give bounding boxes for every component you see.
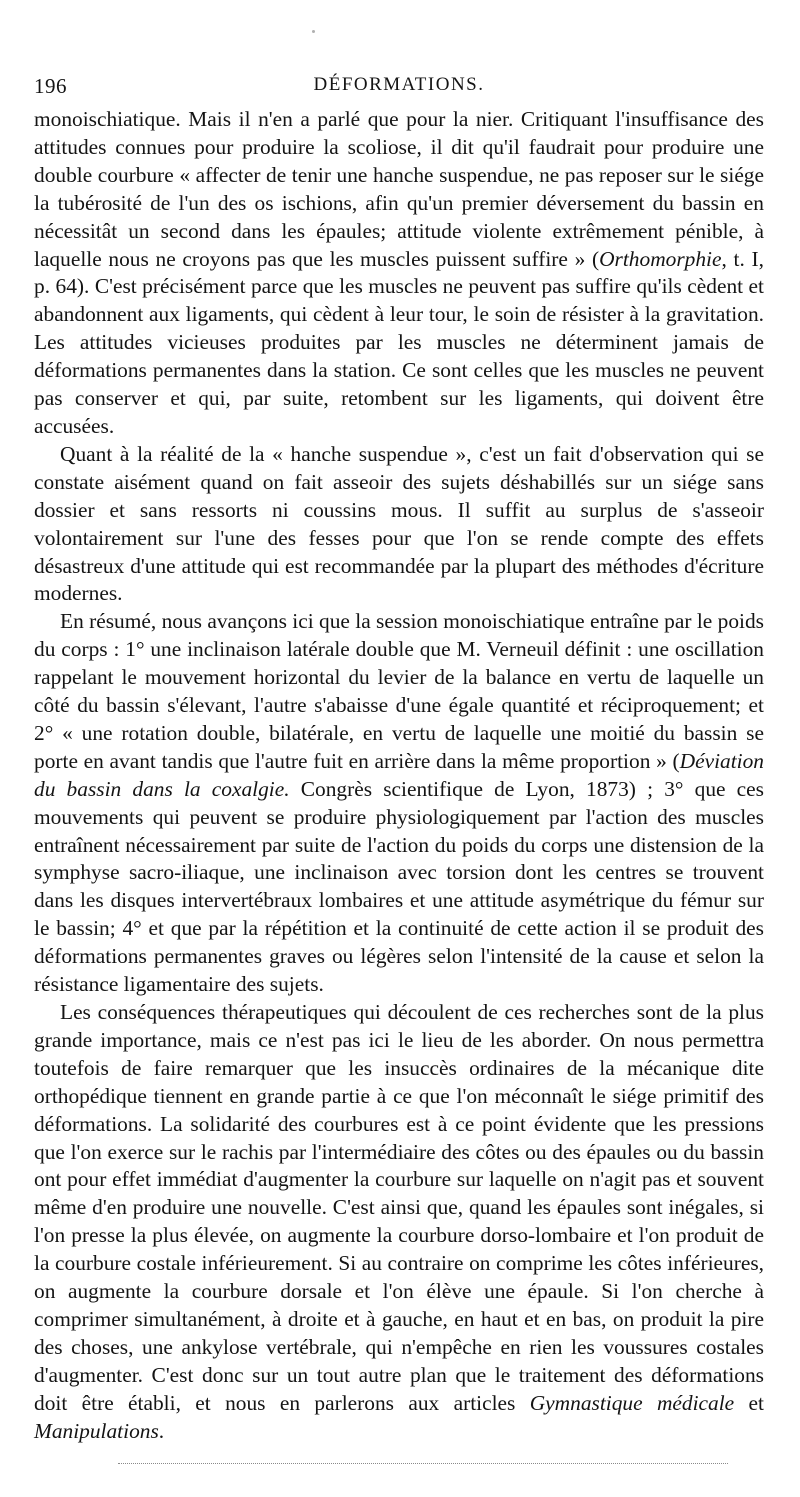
text-segment: Quant à la réalité de la « hanche suspendue », c'est un fait d'observation qui se constate aisément quand on fait asseoir des sujets déshabillés sur un siége sans dossier et sans ressorts ni coussins mous. Il suffit au surplus de s'asseoir volontairement sur l'une des fesses pour que l'on se rende compte des effets désastreux d'une attitude qui est recommandée par la plupart des méthodes d'écriture modernes. [34, 441, 764, 606]
paragraph-3 [34, 608, 764, 999]
print-speck [312, 30, 315, 33]
italic-title-gymnastique: Gymnastique médicale [529, 1390, 735, 1415]
text-segment: monoischiatique. Mais il n'en a parlé que pour la nier. Critiquant l'insuffisance des attitudes connues pour produire la scoliose, il dit qu'il faudrait pour produire une double courbure « affecter de tenir une hanche suspendue, ne pas reposer sur le siége la tubérosité de l'un des os ischions, afin qu'un premier déversement du bassin en nécessitât un second dans les épaules; attitude violente extrêmement pénible, à laquelle nous ne croyons pas que les muscles puissent suffire » ( [34, 107, 764, 271]
running-title: DÉFORMATIONS. [313, 74, 485, 95]
page-header [34, 70, 764, 106]
text-segment: . [158, 1418, 165, 1443]
paragraph-2 [34, 441, 764, 608]
text-segment: En résumé, nous avançons ici que la session monoischiatique entraîne par le poids du corps : 1° une inclinaison latérale double que M. Verneuil définit : une oscillation rappelant le mouvement horizontal du levier de la balance en vertu de laquelle un côté du bassin s'élevant, l'autre s'abaisse d'une égale quantité et réciproquement; et 2° « une rotation double, bilatérale, en vertu de laquelle une moitié du bassin se porte en avant tandis que l'autre fuit en arrière dans la même proportion » ( [34, 609, 764, 773]
book-page [34, 70, 764, 1446]
bottom-dotted-rule [118, 1463, 728, 1464]
text-segment: Les conséquences thérapeutiques qui découlent de ces recherches sont de la plus grande importance, mais ce n'est pas ici le lieu de les aborder. On nous permettra toutefois de faire remarquer que les insuccès ordinaires de la mécanique dite orthopédique tiennent en grande partie à ce que l'on méconnaît le siége primitif des déformations. La solidarité des courbures est à ce point évidente que les pressions que l'on exerce sur le rachis par l'intermédiaire des côtes ou des épaules ou du bassin ont pour effet immédiat d'augmenter la courbure sur laquelle on n'agit pas et souvent même d'en produire une nouvelle. C'est ainsi que, quand les épaules sont inégales, si l'on presse la plus élevée, on augmente la courbure dorso-lombaire et l'on produit de la courbure costale inférieurement. Si au contraire on comprime les côtes inférieures, on augmente la courbure dorsale et l'on élève une épaule. Si l'on cherche à comprimer simultanément, à droite et à gauche, en haut et en bas, on produit la pire des choses, une ankylose vertébrale, qui n'empêche en rien les voussures costales d'augmenter. C'est donc sur un tout autre plan que le traitement des déformations doit être établi, et nous en parlerons aux articles [34, 1000, 764, 1415]
italic-title-orthomorphie: Orthomorphie [599, 246, 722, 271]
text-segment: , t. I, p. 64). C'est précisément parce que les muscles ne peuvent pas suffire qu'ils cèdent et abandonnent aux ligaments, qui cèdent à leur tour, le soin de résister à la gravitation. Les attitudes vicieuses produites par les muscles ne déterminent jamais de déformations permanentes dans la station. Ce sont celles que les muscles ne peuvent pas conserver et qui, par suite, retombent sur les ligaments, qui doivent être accusées. [34, 246, 764, 438]
italic-title-manipulations: Manipulations [34, 1418, 159, 1443]
text-segment: Congrès scientifique de Lyon, 1873) ; 3° que ces mouvements qui peuvent se produire physiologiquement par l'action des muscles entraînent nécessairement par suite de l'action du poids du corps une distension de la symphyse sacro-iliaque, une inclinaison avec torsion dont les centres se trouvent dans les disques intervertébraux lombaires et une attitude asymétrique du fémur sur le bassin; 4° et que par la répétition et la continuité de cette action il se produit des déformations permanentes graves ou légères selon l'intensité de la cause et selon la résistance ligamentaire des sujets. [34, 776, 764, 997]
paragraph-4 [34, 999, 764, 1446]
page-number: 196 [34, 74, 67, 98]
paragraph-1 [34, 106, 764, 441]
body-text [34, 106, 764, 1446]
text-segment: et [734, 1390, 764, 1415]
italic-title-deviation: Déviation du bassin dans la coxalgie. [34, 748, 764, 801]
